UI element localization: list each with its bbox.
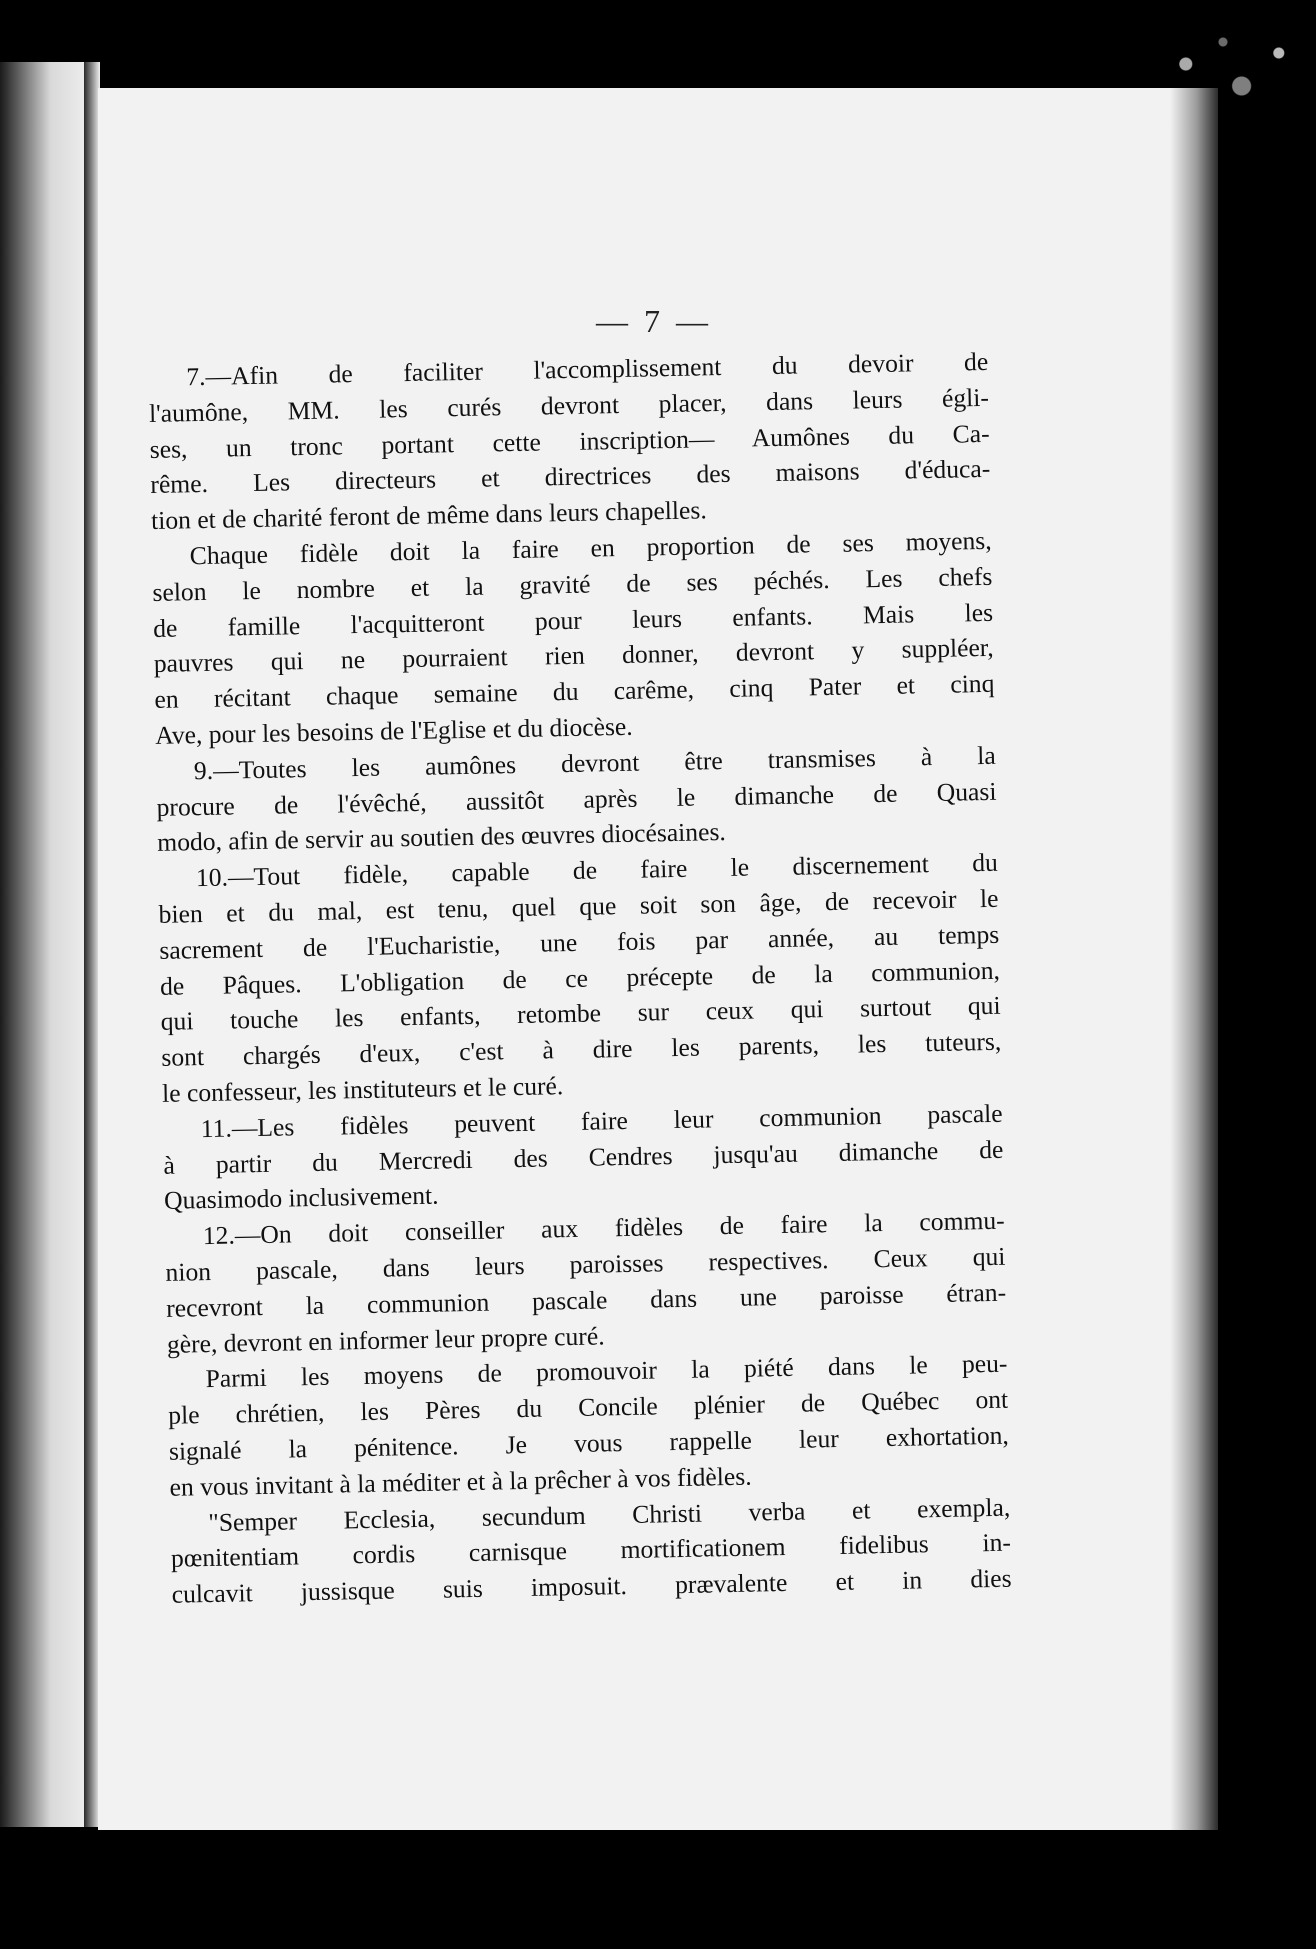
text-line: de famille l'acquitteront pour leurs enfants. Mais les bbox=[152, 597, 994, 643]
text-line: 11.—Les fidèles peuvent faire leur communion pascale bbox=[200, 1098, 1003, 1143]
text-line: 7.—Afin de faciliter l'accomplissement du devoir de bbox=[186, 346, 989, 392]
text-line: "Semper Ecclesia, secundum Christi verba et exempla, bbox=[208, 1492, 1011, 1537]
text-line: recevront la communion pascale dans une paroisse étran- bbox=[165, 1277, 1007, 1323]
text-line: modo, afin de servir au soutien des œuvres diocésaines. bbox=[156, 817, 727, 858]
text-line: ses, un tronc portant cette inscription— Aumônes du Ca- bbox=[149, 418, 990, 464]
book-page bbox=[98, 88, 1210, 1830]
text-line: rême. Les directeurs et directrices des maisons d'éduca- bbox=[150, 454, 991, 500]
text-line: selon le nombre et la gravité de ses péchés. Les chefs bbox=[152, 561, 993, 607]
text-line: à partir du Mercredi des Cendres jusqu'au dimanche de bbox=[163, 1134, 1004, 1180]
text-line: 12.—On doit conseiller aux fidèles de faire la commu- bbox=[202, 1205, 1005, 1251]
text-line: procure de l'évêché, aussitôt après le dimanche de Quasi bbox=[156, 776, 997, 822]
text-line: l'aumône, MM. les curés devront placer, dans leurs égli- bbox=[148, 382, 990, 428]
text-line: gère, devront en informer leur propre curé. bbox=[166, 1320, 605, 1359]
text-line: sont chargés d'eux, c'est à dire les parents, les tuteurs, bbox=[161, 1026, 1002, 1073]
text-line: 10.—Tout fidèle, capable de faire le discernement du bbox=[195, 847, 999, 893]
text-line: de Pâques. L'obligation de ce précepte de la communion, bbox=[159, 955, 1001, 1001]
text-line: le confesseur, les instituteurs et le curé. bbox=[161, 1071, 564, 1108]
text-line: Quasimodo inclusivement. bbox=[163, 1180, 439, 1216]
right-page-edge bbox=[1170, 88, 1218, 1830]
text-line: signalé la pénitence. Je vous rappelle leur exhortation, bbox=[168, 1420, 1010, 1466]
text-line: en récitant chaque semaine du carême, cinq Pater et cinq bbox=[154, 668, 995, 715]
text-line: bien et du mal, est tenu, quel que soit son âge, de recevoir le bbox=[158, 883, 999, 929]
page-number: — 7 — bbox=[596, 303, 712, 339]
text-line: Chaque fidèle doit la faire en proportion de ses moyens, bbox=[189, 525, 992, 571]
left-page-edge bbox=[0, 62, 92, 1827]
text-line: en vous invitant à la méditer et à la prêcher à vos fidèles. bbox=[169, 1461, 752, 1502]
text-line: sacrement de l'Eucharistie, une fois par année, au temps bbox=[159, 919, 1000, 965]
text-line: Parmi les moyens de promouvoir la piété dans le peu- bbox=[205, 1349, 1008, 1394]
text-line: pœnitentiam cordis carnisque mortificationem fidelibus in- bbox=[170, 1527, 1012, 1574]
body-text bbox=[148, 344, 1012, 1613]
text-line: ple chrétien, les Pères du Concile plénier de Québec ont bbox=[167, 1384, 1009, 1430]
text-line: culcavit jussisque suis imposuit. prævalente et in dies bbox=[171, 1563, 1012, 1609]
text-line: Ave, pour les besoins de l'Eglise et du diocèse. bbox=[154, 711, 633, 750]
text-line: tion et de charité feront de même dans leurs chapelles. bbox=[150, 495, 707, 536]
text-line: pauvres qui ne pourraient rien donner, devront y suppléer, bbox=[153, 633, 994, 679]
text-line: nion pascale, dans leurs paroisses respectives. Ceux qui bbox=[165, 1241, 1006, 1287]
text-line: qui touche les enfants, retombe sur ceux qui surtout qui bbox=[160, 991, 1001, 1037]
text-line: 9.—Toutes les aumônes devront être transmises à la bbox=[193, 740, 997, 785]
